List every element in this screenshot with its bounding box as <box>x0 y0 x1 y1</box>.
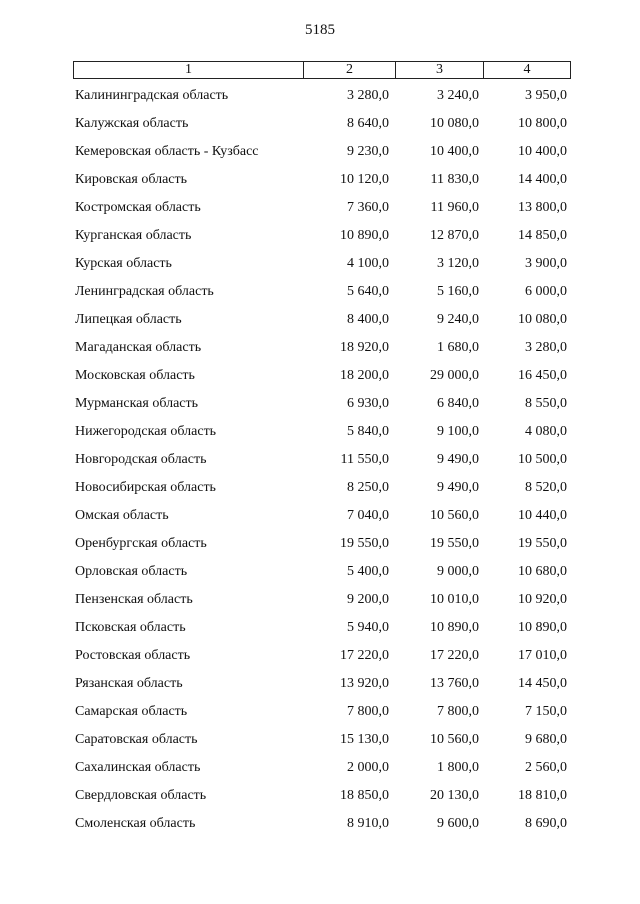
table-body <box>73 83 571 839</box>
region-name: Свердловская область <box>75 788 207 803</box>
region-name: Магаданская область <box>75 340 202 355</box>
table-row <box>73 475 571 503</box>
page-number: 5185 <box>305 22 335 38</box>
value-column-2: 18 200,0 <box>340 368 389 383</box>
table-row <box>73 615 571 643</box>
value-column-4: 10 890,0 <box>518 620 567 635</box>
value-column-4: 2 560,0 <box>525 760 567 775</box>
value-column-3: 3 120,0 <box>437 256 479 271</box>
value-column-4: 8 690,0 <box>525 816 567 831</box>
value-column-4: 6 000,0 <box>525 284 567 299</box>
value-column-3: 6 840,0 <box>437 396 479 411</box>
value-column-2: 7 360,0 <box>347 200 389 215</box>
value-column-3: 9 240,0 <box>437 312 479 327</box>
value-column-4: 17 010,0 <box>518 648 567 663</box>
value-column-4: 13 800,0 <box>518 200 567 215</box>
value-column-3: 19 550,0 <box>430 536 479 551</box>
value-column-2: 8 910,0 <box>347 816 389 831</box>
table-row <box>73 587 571 615</box>
value-column-4: 10 800,0 <box>518 116 567 131</box>
value-column-3: 1 680,0 <box>437 340 479 355</box>
value-column-3: 13 760,0 <box>430 676 479 691</box>
value-column-2: 9 230,0 <box>347 144 389 159</box>
table-row <box>73 363 571 391</box>
table-row <box>73 139 571 167</box>
table-row <box>73 531 571 559</box>
region-name: Рязанская область <box>75 676 183 691</box>
table-row <box>73 447 571 475</box>
region-name: Орловская область <box>75 564 188 579</box>
region-name: Костромская область <box>75 200 201 215</box>
value-column-3: 10 080,0 <box>430 116 479 131</box>
value-column-3: 10 400,0 <box>430 144 479 159</box>
region-name: Пензенская область <box>75 592 193 607</box>
table-row <box>73 503 571 531</box>
value-column-4: 18 810,0 <box>518 788 567 803</box>
value-column-4: 8 520,0 <box>525 480 567 495</box>
value-column-4: 3 280,0 <box>525 340 567 355</box>
value-column-4: 9 680,0 <box>525 732 567 747</box>
value-column-2: 5 840,0 <box>347 424 389 439</box>
region-name: Кировская область <box>75 172 188 187</box>
value-column-2: 15 130,0 <box>340 732 389 747</box>
region-name: Саратовская область <box>75 732 198 747</box>
table-row <box>73 307 571 335</box>
value-column-3: 10 560,0 <box>430 732 479 747</box>
value-column-2: 3 280,0 <box>347 88 389 103</box>
region-name: Калининградская область <box>75 88 229 103</box>
value-column-4: 8 550,0 <box>525 396 567 411</box>
value-column-3: 5 160,0 <box>437 284 479 299</box>
value-column-4: 4 080,0 <box>525 424 567 439</box>
value-column-4: 10 500,0 <box>518 452 567 467</box>
value-column-2: 18 920,0 <box>340 340 389 355</box>
region-name: Курская область <box>75 256 172 271</box>
value-column-2: 18 850,0 <box>340 788 389 803</box>
table-row <box>73 671 571 699</box>
value-column-2: 4 100,0 <box>347 256 389 271</box>
value-column-2: 11 550,0 <box>340 452 389 467</box>
value-column-2: 2 000,0 <box>347 760 389 775</box>
table-row <box>73 699 571 727</box>
value-column-3: 7 800,0 <box>437 704 479 719</box>
region-name: Курганская область <box>75 228 192 243</box>
value-column-4: 10 080,0 <box>518 312 567 327</box>
table-row <box>73 251 571 279</box>
table-row <box>73 783 571 811</box>
column-header-1: 1 <box>74 62 304 78</box>
value-column-3: 10 010,0 <box>430 592 479 607</box>
value-column-2: 13 920,0 <box>340 676 389 691</box>
value-column-2: 10 120,0 <box>340 172 389 187</box>
value-column-2: 8 640,0 <box>347 116 389 131</box>
value-column-3: 11 830,0 <box>430 172 479 187</box>
region-name: Новосибирская область <box>75 480 216 495</box>
table-row <box>73 391 571 419</box>
table-row <box>73 559 571 587</box>
region-name: Нижегородская область <box>75 424 217 439</box>
region-name: Ростовская область <box>75 648 191 663</box>
table-row <box>73 195 571 223</box>
value-column-3: 10 560,0 <box>430 508 479 523</box>
value-column-2: 7 040,0 <box>347 508 389 523</box>
value-column-2: 19 550,0 <box>340 536 389 551</box>
value-column-3: 29 000,0 <box>430 368 479 383</box>
table-row <box>73 279 571 307</box>
table-row <box>73 811 571 839</box>
table-row <box>73 83 571 111</box>
region-name: Сахалинская область <box>75 760 201 775</box>
value-column-2: 6 930,0 <box>347 396 389 411</box>
table-row <box>73 223 571 251</box>
region-name: Оренбургская область <box>75 536 207 551</box>
table-row <box>73 643 571 671</box>
value-column-4: 10 920,0 <box>518 592 567 607</box>
column-header-4: 4 <box>523 62 531 77</box>
region-name: Калужская область <box>75 116 189 131</box>
value-column-3: 1 800,0 <box>437 760 479 775</box>
value-column-3: 12 870,0 <box>430 228 479 243</box>
value-column-2: 9 200,0 <box>347 592 389 607</box>
table-header <box>73 61 571 79</box>
value-column-4: 3 900,0 <box>525 256 567 271</box>
value-column-3: 9 490,0 <box>437 480 479 495</box>
column-header-2: 2 <box>304 62 396 78</box>
value-column-3: 20 130,0 <box>430 788 479 803</box>
value-column-2: 8 400,0 <box>347 312 389 327</box>
value-column-2: 17 220,0 <box>340 648 389 663</box>
value-column-2: 10 890,0 <box>340 228 389 243</box>
region-name: Ленинградская область <box>75 284 214 299</box>
region-name: Смоленская область <box>75 816 196 831</box>
value-column-3: 9 000,0 <box>437 564 479 579</box>
table-row <box>73 111 571 139</box>
value-column-2: 7 800,0 <box>347 704 389 719</box>
value-column-4: 14 850,0 <box>518 228 567 243</box>
value-column-3: 11 960,0 <box>430 200 479 215</box>
value-column-4: 19 550,0 <box>518 536 567 551</box>
region-name: Кемеровская область - Кузбасс <box>75 144 259 159</box>
region-name: Омская область <box>75 508 169 523</box>
value-column-4: 14 450,0 <box>518 676 567 691</box>
value-column-2: 5 640,0 <box>347 284 389 299</box>
value-column-4: 10 400,0 <box>518 144 567 159</box>
region-name: Псковская область <box>75 620 186 635</box>
column-header-3: 3 <box>396 62 484 78</box>
value-column-4: 10 440,0 <box>518 508 567 523</box>
region-name: Новгородская область <box>75 452 207 467</box>
value-column-4: 10 680,0 <box>518 564 567 579</box>
value-column-3: 17 220,0 <box>430 648 479 663</box>
value-column-3: 9 490,0 <box>437 452 479 467</box>
value-column-2: 8 250,0 <box>347 480 389 495</box>
value-column-4: 3 950,0 <box>525 88 567 103</box>
value-column-4: 14 400,0 <box>518 172 567 187</box>
value-column-4: 7 150,0 <box>525 704 567 719</box>
value-column-3: 9 100,0 <box>437 424 479 439</box>
region-name: Мурманская область <box>75 396 199 411</box>
value-column-3: 9 600,0 <box>437 816 479 831</box>
value-column-2: 5 400,0 <box>347 564 389 579</box>
table-row <box>73 419 571 447</box>
value-column-2: 5 940,0 <box>347 620 389 635</box>
table-row <box>73 727 571 755</box>
value-column-3: 3 240,0 <box>437 88 479 103</box>
table-row <box>73 755 571 783</box>
region-name: Липецкая область <box>75 312 182 327</box>
region-name: Самарская область <box>75 704 188 719</box>
value-column-4: 16 450,0 <box>518 368 567 383</box>
table-row <box>73 167 571 195</box>
region-name: Московская область <box>75 368 195 383</box>
table-row <box>73 335 571 363</box>
value-column-3: 10 890,0 <box>430 620 479 635</box>
